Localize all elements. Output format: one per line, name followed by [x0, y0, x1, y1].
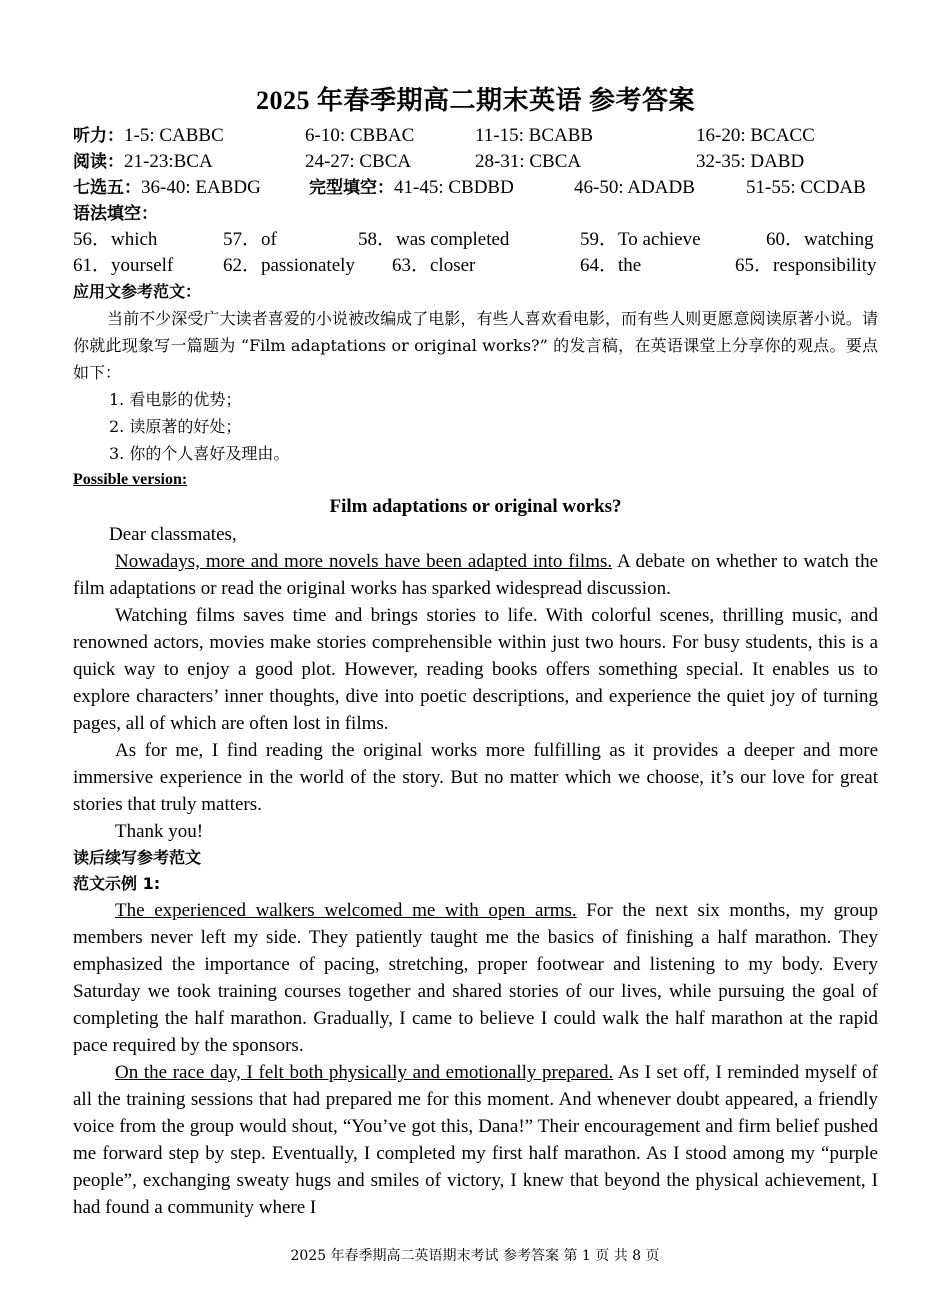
grammar-answer: 58．was completed: [358, 229, 510, 250]
answer-key-page: [73, 80, 878, 1221]
listening-label: 听力：: [73, 126, 124, 146]
seven-five-cloze-answers: [73, 175, 878, 201]
prompt-point: 3. 你的个人喜好及理由。: [109, 444, 290, 463]
answer-group: 36-40: EABDG: [141, 177, 261, 198]
grammar-answer: 61．yourself: [73, 255, 174, 276]
answer-group: 1-5: CABBC: [124, 125, 224, 146]
grammar-answer: 56．which: [73, 229, 158, 250]
answer-group: 21-23:BCA: [124, 151, 213, 172]
grammar-answer: 65．responsibility: [735, 255, 877, 276]
reading-answers: [73, 149, 878, 175]
answer-group: 41-45: CBDBD: [394, 177, 514, 198]
essay-title: Film adaptations or original works?: [329, 496, 622, 517]
underlined-sentence: On the race day, I felt both physically and emotionally prepared.: [115, 1062, 614, 1083]
grammar-answers-row-2: [73, 253, 878, 279]
grammar-answer: 63．closer: [392, 255, 476, 276]
paragraph-text: As I set off, I reminded myself of all the training sessions that had prepared me for this moment. And whenever doubt appeared, a friendly voice from the group would shout, “You’ve got this, Dana!” Their encouragement and firm belief pushed me forward step by step. Eventually, I completed my first half marathon. As I stood among my “purple people”, exchanging sweaty hugs and smiles of victory, I knew that beyond the physical achievement, I had found a community where I: [73, 1062, 878, 1218]
possible-version-label: Possible version:: [73, 471, 188, 488]
underlined-sentence: Nowadays, more and more novels have been adapted into films.: [115, 551, 613, 572]
answer-group: 11-15: BCABB: [475, 125, 594, 146]
continuation-writing-heading: 读后续写参考范文: [73, 848, 202, 867]
paragraph-text: A debate on whether to watch the film adaptations or read the original works has sparked widespread discussion.: [73, 551, 878, 599]
essay-paragraph: [73, 548, 878, 602]
grammar-answer: 64．the: [580, 255, 642, 276]
example-label: 范文示例 1:: [73, 874, 161, 893]
underlined-sentence: The experienced walkers welcomed me with open arms.: [115, 900, 577, 921]
cloze-label: 完型填空：: [309, 178, 394, 198]
answer-group: 46-50: ADADB: [574, 177, 695, 198]
grammar-answer: 59．To achieve: [580, 229, 701, 250]
grammar-label: 语法填空：: [73, 204, 158, 224]
essay-greeting: Dear classmates,: [109, 524, 237, 545]
prompt-point: 1. 看电影的优势；: [109, 390, 242, 409]
continuation-paragraph: [73, 1059, 878, 1221]
essay-closing: Thank you!: [115, 821, 204, 842]
reading-label: 阅读：: [73, 152, 124, 172]
paragraph-text: For the next six months, my group members never left my side. They patiently taught me the basics of finishing a half marathon. They emphasized the importance of pacing, stretching, proper footwear and listening to my body. Every Saturday we took training courses together and shared stories of our lives, while pursuing the goal of completing the half marathon. Gradually, I came to believe I could walk the half marathon at the rapid pace required by the sponsors.: [73, 900, 878, 1056]
grammar-answer: 62．passionately: [223, 255, 355, 276]
page-title: 2025 年春季期高二期末英语 参考答案: [255, 86, 695, 115]
listening-answers: [73, 123, 878, 149]
page-footer: 2025 年春季期高二英语期末考试 参考答案 第 1 页 共 8 页: [290, 1248, 660, 1264]
practical-writing-heading: 应用文参考范文：: [73, 282, 202, 301]
answer-group: 6-10: CBBAC: [305, 125, 415, 146]
grammar-answers-row-1: [73, 227, 878, 253]
answer-group: 51-55: CCDAB: [746, 177, 866, 198]
essay-paragraph: As for me, I find reading the original works more fulfilling as it provides a deeper and more immersive experience in the world of the story. But no matter which we choose, it’s our love for great stories that truly matters.: [73, 740, 878, 815]
answer-group: 28-31: CBCA: [475, 151, 582, 172]
writing-prompt: 当前不少深受广大读者喜爱的小说被改编成了电影，有些人喜欢看电影，而有些人则更愿意阅读原著小说。请你就此现象写一篇题为 “Film adaptations or original works?” 的发言稿，在英语课堂上分享你的观点。要点如下：: [73, 309, 878, 382]
grammar-heading-row: [73, 201, 878, 227]
answer-group: 16-20: BCACC: [696, 125, 815, 146]
prompt-point: 2. 读原著的好处；: [109, 417, 242, 436]
continuation-paragraph: [73, 897, 878, 1059]
grammar-answer: 57．of: [223, 229, 277, 250]
grammar-answer: 60．watching: [766, 229, 874, 250]
essay-paragraph: Watching films saves time and brings stories to life. With colorful scenes, thrilling music, and renowned actors, movies make stories comprehensible within just two hours. For busy students, this is a quick way to enjoy a good plot. However, reading books offers something special. It enables us to explore characters’ inner thoughts, dive into poetic descriptions, and experience the quiet joy of turning pages, all of which are often lost in films.: [73, 605, 878, 734]
answer-group: 32-35: DABD: [696, 151, 805, 172]
seven-five-label: 七选五：: [73, 178, 141, 198]
prompt-points: [73, 386, 878, 467]
answer-group: 24-27: CBCA: [305, 151, 412, 172]
